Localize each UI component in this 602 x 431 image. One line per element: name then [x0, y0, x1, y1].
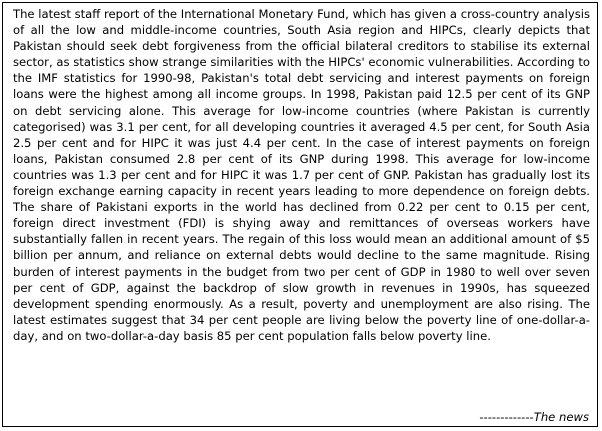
source-dashes: ------------- — [479, 410, 534, 424]
source-name: The news — [533, 410, 589, 424]
article-box — [2, 2, 598, 427]
article-body-text: The latest staff report of the International Monetary Fund, which has given a cross-country analysis of all the low and middle-income countries, South Asia region and HIPCs, clearly depicts that Pakistan should seek debt forgiveness from the official bilateral creditors to stabilise its external sector, as statistics show strange similarities with the HIPCs' economic vulnerabilities. According to the IMF statistics for 1990-98, Pakistan's total debt servicing and interest payments on foreign loans were the highest among all income groups. In 1998, Pakistan paid 12.5 per cent of its GNP on debt servicing alone. This average for low-income countries (where Pakistan is currently categorised) was 3.1 per cent, for all developing countries it averaged 4.5 per cent, for South Asia 2.5 per cent and for HIPC it was just 4.4 per cent. In the case of interest payments on foreign loans, Pakistan consumed 2.8 per cent of its GNP during 1998. This average for low-income countries was 1.3 per cent and for HIPC it was 1.7 per cent of GNP. Pakistan has gradually lost its foreign exchange earning capacity in recent years leading to more dependence on foreign debts. The share of Pakistani exports in the world has declined from 0.22 per cent to 0.15 per cent, foreign direct investment (FDI) is shying away and remittances of overseas workers have substantially fallen in recent years. The regain of this loss would mean an additional amount of $5 billion per annum, and reliance on external debts would decline to the same magnitude. Rising burden of interest payments in the budget from two per cent of GDP in 1980 to well over seven per cent of GDP, against the backdrop of slow growth in revenues in 1990s, has squeezed development spending enormously. As a result, poverty and unemployment are also rising. The latest estimates suggest that 34 per cent people are living below the poverty line of one-dollar-a-day, and on two-dollar-a-day basis 85 per cent population falls below poverty line. — [13, 7, 590, 343]
source-attribution — [479, 409, 589, 425]
